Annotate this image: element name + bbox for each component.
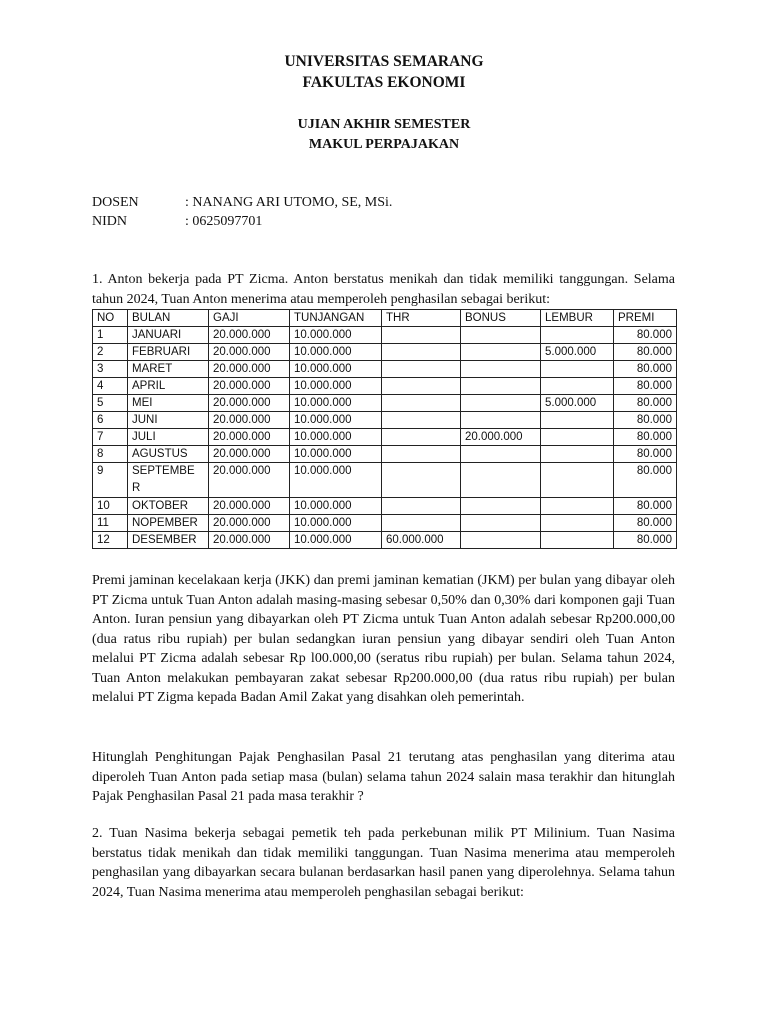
dosen-value: : NANANG ARI UTOMO, SE, MSi. [185, 195, 393, 210]
table-cell: 20.000.000 [461, 429, 541, 446]
header-cell: NO [93, 310, 128, 327]
table-cell: 20.000.000 [209, 378, 290, 395]
table-cell: 20.000.000 [209, 327, 290, 344]
table-cell [541, 498, 614, 515]
table-cell: 5.000.000 [541, 395, 614, 412]
nidn-label: NIDN [92, 214, 127, 229]
table-cell [382, 463, 461, 498]
table-cell: 60.000.000 [382, 532, 461, 549]
table-cell [382, 327, 461, 344]
table-cell: 10.000.000 [290, 327, 382, 344]
table-row [93, 412, 677, 429]
table-cell: 20.000.000 [209, 463, 290, 498]
table-cell [541, 463, 614, 498]
table-cell: 80.000 [614, 498, 677, 515]
table-row [93, 378, 677, 395]
table-cell [541, 361, 614, 378]
table-cell: 5 [93, 395, 128, 412]
table-cell: 20.000.000 [209, 429, 290, 446]
table-cell [382, 412, 461, 429]
table-cell: 10.000.000 [290, 395, 382, 412]
table-cell: 4 [93, 378, 128, 395]
salary-table-header [93, 310, 677, 327]
table-cell [461, 395, 541, 412]
exam-title: UJIAN AKHIR SEMESTER [297, 117, 471, 132]
table-cell [461, 412, 541, 429]
header-cell: THR [382, 310, 461, 327]
table-cell [382, 378, 461, 395]
table-cell [461, 446, 541, 463]
table-row [93, 498, 677, 515]
table-cell: MEI [128, 395, 209, 412]
faculty-title: FAKULTAS EKONOMI [302, 74, 466, 91]
table-row [93, 361, 677, 378]
table-cell [541, 412, 614, 429]
table-cell: 80.000 [614, 532, 677, 549]
table-cell: JUNI [128, 412, 209, 429]
table-cell: 80.000 [614, 446, 677, 463]
table-cell: 80.000 [614, 395, 677, 412]
table-cell: SEPTEMBE R [128, 463, 209, 498]
table-cell: 20.000.000 [209, 446, 290, 463]
table-cell: 80.000 [614, 344, 677, 361]
dosen-line [92, 193, 392, 212]
table-cell: OKTOBER [128, 498, 209, 515]
table-cell: 9 [93, 463, 128, 498]
table-row [93, 327, 677, 344]
course-title: MAKUL PERPAJAKAN [308, 137, 460, 152]
table-cell: 10.000.000 [290, 361, 382, 378]
salary-table [92, 309, 677, 549]
table-cell: 12 [93, 532, 128, 549]
table-cell: NOPEMBER [128, 515, 209, 532]
header-cell: LEMBUR [541, 310, 614, 327]
header-cell: TUNJANGAN [290, 310, 382, 327]
table-cell: 10.000.000 [290, 532, 382, 549]
table-cell: 10 [93, 498, 128, 515]
table-cell [382, 395, 461, 412]
table-cell: 3 [93, 361, 128, 378]
table-cell: APRIL [128, 378, 209, 395]
table-cell: 80.000 [614, 515, 677, 532]
table-cell: 20.000.000 [209, 498, 290, 515]
table-cell [382, 429, 461, 446]
table-cell: 20.000.000 [209, 395, 290, 412]
table-cell: 80.000 [614, 378, 677, 395]
table-row [93, 515, 677, 532]
table-cell [461, 378, 541, 395]
table-cell: 5.000.000 [541, 344, 614, 361]
table-row [93, 446, 677, 463]
table-cell: 20.000.000 [209, 344, 290, 361]
table-cell [541, 446, 614, 463]
table-cell [382, 446, 461, 463]
table-cell [382, 498, 461, 515]
table-cell: 10.000.000 [290, 515, 382, 532]
table-cell: DESEMBER [128, 532, 209, 549]
table-cell: FEBRUARI [128, 344, 209, 361]
table-cell: 80.000 [614, 463, 677, 498]
table-cell [382, 344, 461, 361]
table-cell: JULI [128, 429, 209, 446]
table-cell: JANUARI [128, 327, 209, 344]
table-cell: 6 [93, 412, 128, 429]
table-cell: 1 [93, 327, 128, 344]
table-cell [461, 344, 541, 361]
table-cell: 20.000.000 [209, 515, 290, 532]
table-cell [461, 361, 541, 378]
table-cell: 10.000.000 [290, 463, 382, 498]
table-cell: 10.000.000 [290, 446, 382, 463]
table-cell: 80.000 [614, 412, 677, 429]
header-cell: PREMI [614, 310, 677, 327]
table-cell [541, 429, 614, 446]
table-cell [382, 361, 461, 378]
table-row [93, 463, 677, 498]
question-2-intro: 2. Tuan Nasima bekerja sebagai pemetik teh pada perkebunan milik PT Milinium. Tuan Nasima berstatus tidak menikah dan tidak memiliki tanggungan. Tuan Nasima menerima atau memperoleh penghasilan yang dibayarkan secara bulanan berdasarkan hasil panen yang diperolehnya. Selama tahun 2024, Tuan Nasima menerima atau memperoleh penghasilan sebagai berikut: [92, 826, 675, 900]
table-cell [461, 515, 541, 532]
table-cell [461, 327, 541, 344]
header-cell: BONUS [461, 310, 541, 327]
table-cell [541, 532, 614, 549]
table-cell: 20.000.000 [209, 532, 290, 549]
table-cell [382, 515, 461, 532]
table-cell: 7 [93, 429, 128, 446]
table-cell: 10.000.000 [290, 344, 382, 361]
table-cell [461, 463, 541, 498]
table-cell [461, 498, 541, 515]
table-row [93, 532, 677, 549]
nidn-line [92, 212, 262, 231]
header-cell: GAJI [209, 310, 290, 327]
dosen-label: DOSEN [92, 195, 139, 210]
question-1-task: Hitunglah Penghitungan Pajak Penghasilan Pasal 21 terutang atas penghasilan yang diterima atau diperoleh Tuan Anton pada setiap masa (bulan) selama tahun 2024 salain masa terakhir dan hitunglah Pajak Penghasilan Pasal 21 pada masa terakhir ? [92, 750, 675, 804]
table-row [93, 429, 677, 446]
table-cell: 11 [93, 515, 128, 532]
table-cell [461, 532, 541, 549]
table-row [93, 344, 677, 361]
table-cell: 20.000.000 [209, 412, 290, 429]
table-cell: AGUSTUS [128, 446, 209, 463]
table-cell: 2 [93, 344, 128, 361]
table-cell: 80.000 [614, 429, 677, 446]
university-title: UNIVERSITAS SEMARANG [284, 53, 484, 70]
question-1-intro: 1. Anton bekerja pada PT Zicma. Anton berstatus menikah dan tidak memiliki tanggungan. Selama tahun 2024, Tuan Anton menerima atau memperoleh penghasilan sebagai berikut: [92, 272, 675, 307]
table-cell: MARET [128, 361, 209, 378]
table-cell [541, 378, 614, 395]
table-cell: 8 [93, 446, 128, 463]
header-cell: BULAN [128, 310, 209, 327]
table-cell [541, 515, 614, 532]
table-cell [541, 327, 614, 344]
table-cell: 20.000.000 [209, 361, 290, 378]
table-cell: 10.000.000 [290, 429, 382, 446]
table-cell: 80.000 [614, 361, 677, 378]
table-cell: 80.000 [614, 327, 677, 344]
nidn-value: : 0625097701 [185, 214, 263, 229]
table-cell: 10.000.000 [290, 498, 382, 515]
table-row [93, 395, 677, 412]
table-cell: 10.000.000 [290, 378, 382, 395]
table-cell: 10.000.000 [290, 412, 382, 429]
question-1-details: Premi jaminan kecelakaan kerja (JKK) dan premi jaminan kematian (JKM) per bulan yang dibayar oleh PT Zicma untuk Tuan Anton adalah masing-masing sebesar 0,50% dan 0,30% dari komponen gaji Tuan Anton. Iuran pensiun yang dibayarkan oleh PT Zicma untuk Tuan Anton adalah sebesar Rp200.000,00 (dua ratus ribu rupiah) per bulan sedangkan iuran pensiun yang dibayar sendiri oleh Tuan Anton melalui PT Zicma adalah sebesar Rp l00.000,00 (seratus ribu rupiah) per bulan. Selama tahun 2024, Tuan Anton melakukan pembayaran zakat sebesar Rp200.000,00 (dua ratus ribu rupiah) per bulan melalui PT Zigma kepada Badan Amil Zakat yang disahkan oleh pemerintah. [92, 573, 675, 705]
